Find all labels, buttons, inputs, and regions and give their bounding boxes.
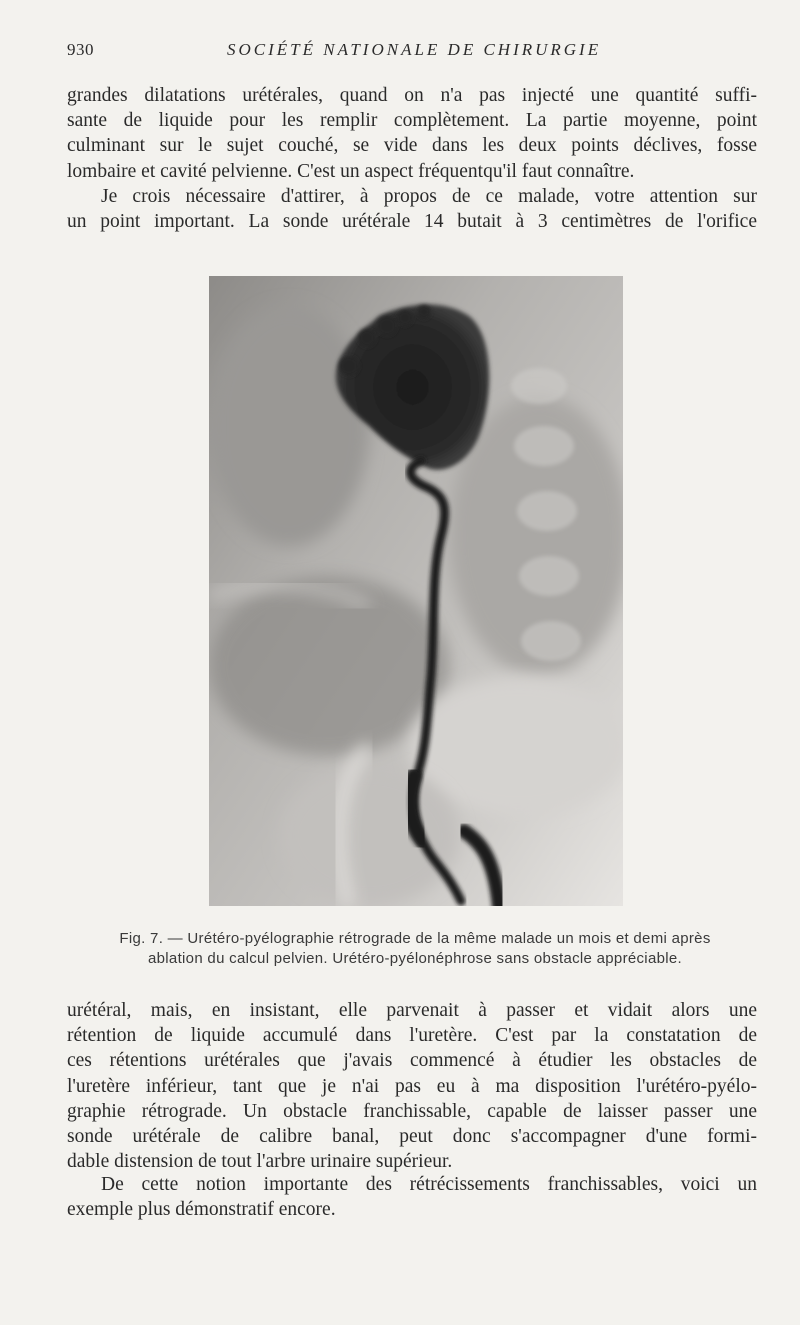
text-line: Je crois nécessaire d'attirer, à propos de ce malade, votre attention sur [101, 186, 757, 207]
paragraph-4 [67, 1172, 757, 1222]
text-line: ces rétentions urétérales que j'avais commencé à étudier les obstacles de [67, 1050, 757, 1072]
text-line: grandes dilatations urétérales, quand on n'a pas injecté une quantité suffi- [67, 85, 757, 106]
text-line: lombaire et cavité pelvienne. C'est un aspect fréquentqu'il faut connaître. [67, 160, 635, 182]
caption-line: ablation du calcul pelvien. Urétéro-pyélonéphrose sans obstacle appréciable. [148, 950, 682, 967]
text-line: graphie rétrograde. Un obstacle franchissable, capable de laisser passer une [67, 1100, 757, 1122]
radiograph-figure [209, 276, 623, 906]
radiograph-image [209, 276, 623, 906]
paragraph-3 [67, 998, 757, 1174]
figure-caption [70, 929, 760, 969]
running-head [67, 40, 757, 66]
text-line: De cette notion importante des rétrécissements franchissables, voici un [101, 1174, 757, 1195]
text-line: sonde urétérale de calibre banal, peut donc s'accompagner d'une formi- [67, 1126, 757, 1148]
journal-title: SOCIÉTÉ NATIONALE DE CHIRURGIE [227, 40, 602, 59]
paragraph-1 [67, 83, 757, 184]
text-line: rétention de liquide accumulé dans l'uretère. C'est par la constatation de [67, 1025, 757, 1047]
text-line: dable distension de tout l'arbre urinaire supérieur. [67, 1151, 453, 1173]
text-line: urétéral, mais, en insistant, elle parvenait à passer et vidait alors une [67, 1000, 757, 1021]
paragraph-2 [67, 184, 757, 234]
text-line: exemple plus démonstratif encore. [67, 1199, 336, 1221]
caption-line: Fig. 7. — Urétéro-pyélographie rétrograde de la même malade un mois et demi après [119, 930, 711, 947]
text-line: un point important. La sonde urétérale 14 butait à 3 centimètres de l'orifice [67, 211, 757, 233]
text-line: culminant sur le sujet couché, se vide dans les deux points déclives, fosse [67, 135, 757, 157]
page-number: 930 [67, 40, 94, 59]
text-line: sante de liquide pour les remplir complètement. La partie moyenne, point [67, 110, 757, 132]
text-line: l'uretère inférieur, tant que je n'ai pas eu à ma disposition l'urétéro-pyélo- [67, 1075, 757, 1097]
